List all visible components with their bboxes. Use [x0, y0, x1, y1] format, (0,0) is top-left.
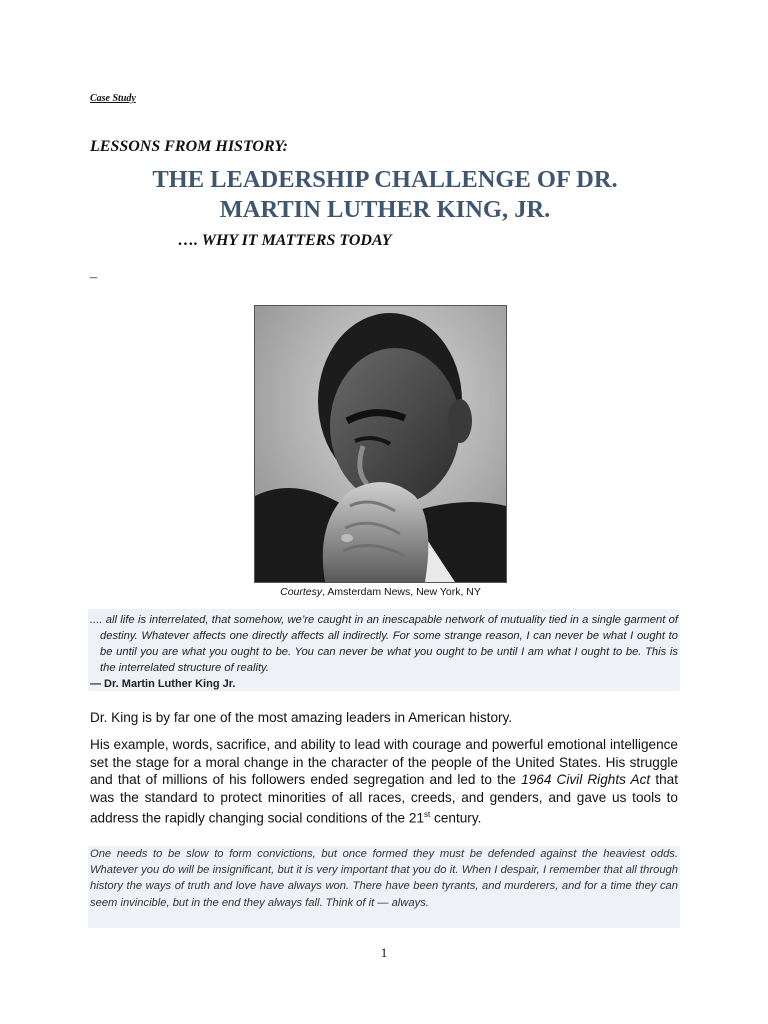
body-paragraph-2	[90, 736, 678, 827]
title-line-2: MARTIN LUTHER KING, JR.	[219, 196, 551, 223]
title-line-1: THE LEADERSHIP CHALLENGE OF DR.	[152, 166, 618, 193]
portrait-illustration	[255, 306, 506, 582]
caption-source: , Amsterdam News, New York, NY	[322, 586, 481, 598]
p2-part-b: that was the standard to protect minorities of all races, creeds, and genders, and gave us tools to address the rapidly changing social conditions of the 21	[90, 772, 678, 826]
photo-caption	[254, 586, 507, 598]
lessons-heading: LESSONS FROM HISTORY:	[90, 138, 288, 155]
quote-1-text: .... all life is interrelated, that somehow, we’re caught in an inescapable network of mutuality tied in a single garment of destiny. Whatever affects one directly affects all indirectly. For some strange reason, I can never be what I ought to be until you are what you ought to be. You can never be what you ought to be until I am what I ought to be. This is the interrelated structure of reality.	[90, 614, 678, 674]
quote-box-2: One needs to be slow to form convictions, but once formed they must be defended against the heaviest odds. Whatever you do will be insignificant, but it is very important that you do it. When I despair, I remember that all through history the ways of truth and love have always won. There have been tyrants, and murderers, and for a time they can seem invincible, but in the end they always fall. Think of it ― always.	[88, 846, 680, 928]
quote-box-1	[88, 609, 680, 691]
case-study-label: Case Study	[90, 93, 136, 104]
caption-courtesy: Courtesy	[280, 586, 323, 598]
quote-1-author: ― Dr. Martin Luther King Jr.	[90, 678, 236, 690]
p2-part-c: century.	[430, 810, 482, 826]
body-paragraph-1: Dr. King is by far one of the most amazing leaders in American history.	[90, 710, 513, 725]
p2-civil-rights-act: 1964 Civil Rights Act	[521, 772, 651, 787]
portrait-photo	[254, 305, 507, 583]
p2-superscript: st	[424, 810, 431, 819]
p2-part-a: His example, words, sacrifice, and ability to lead with courage and powerful emotional intelligence set the stage for a moral change in the character of the people of the United States. His struggle and that of millions of his followers ended segregation and led to the	[90, 737, 678, 787]
dash-mark: –	[90, 270, 97, 285]
document-title	[90, 165, 680, 225]
document-subtitle: …. WHY IT MATTERS TODAY	[178, 232, 392, 249]
page-number: 1	[380, 945, 388, 960]
